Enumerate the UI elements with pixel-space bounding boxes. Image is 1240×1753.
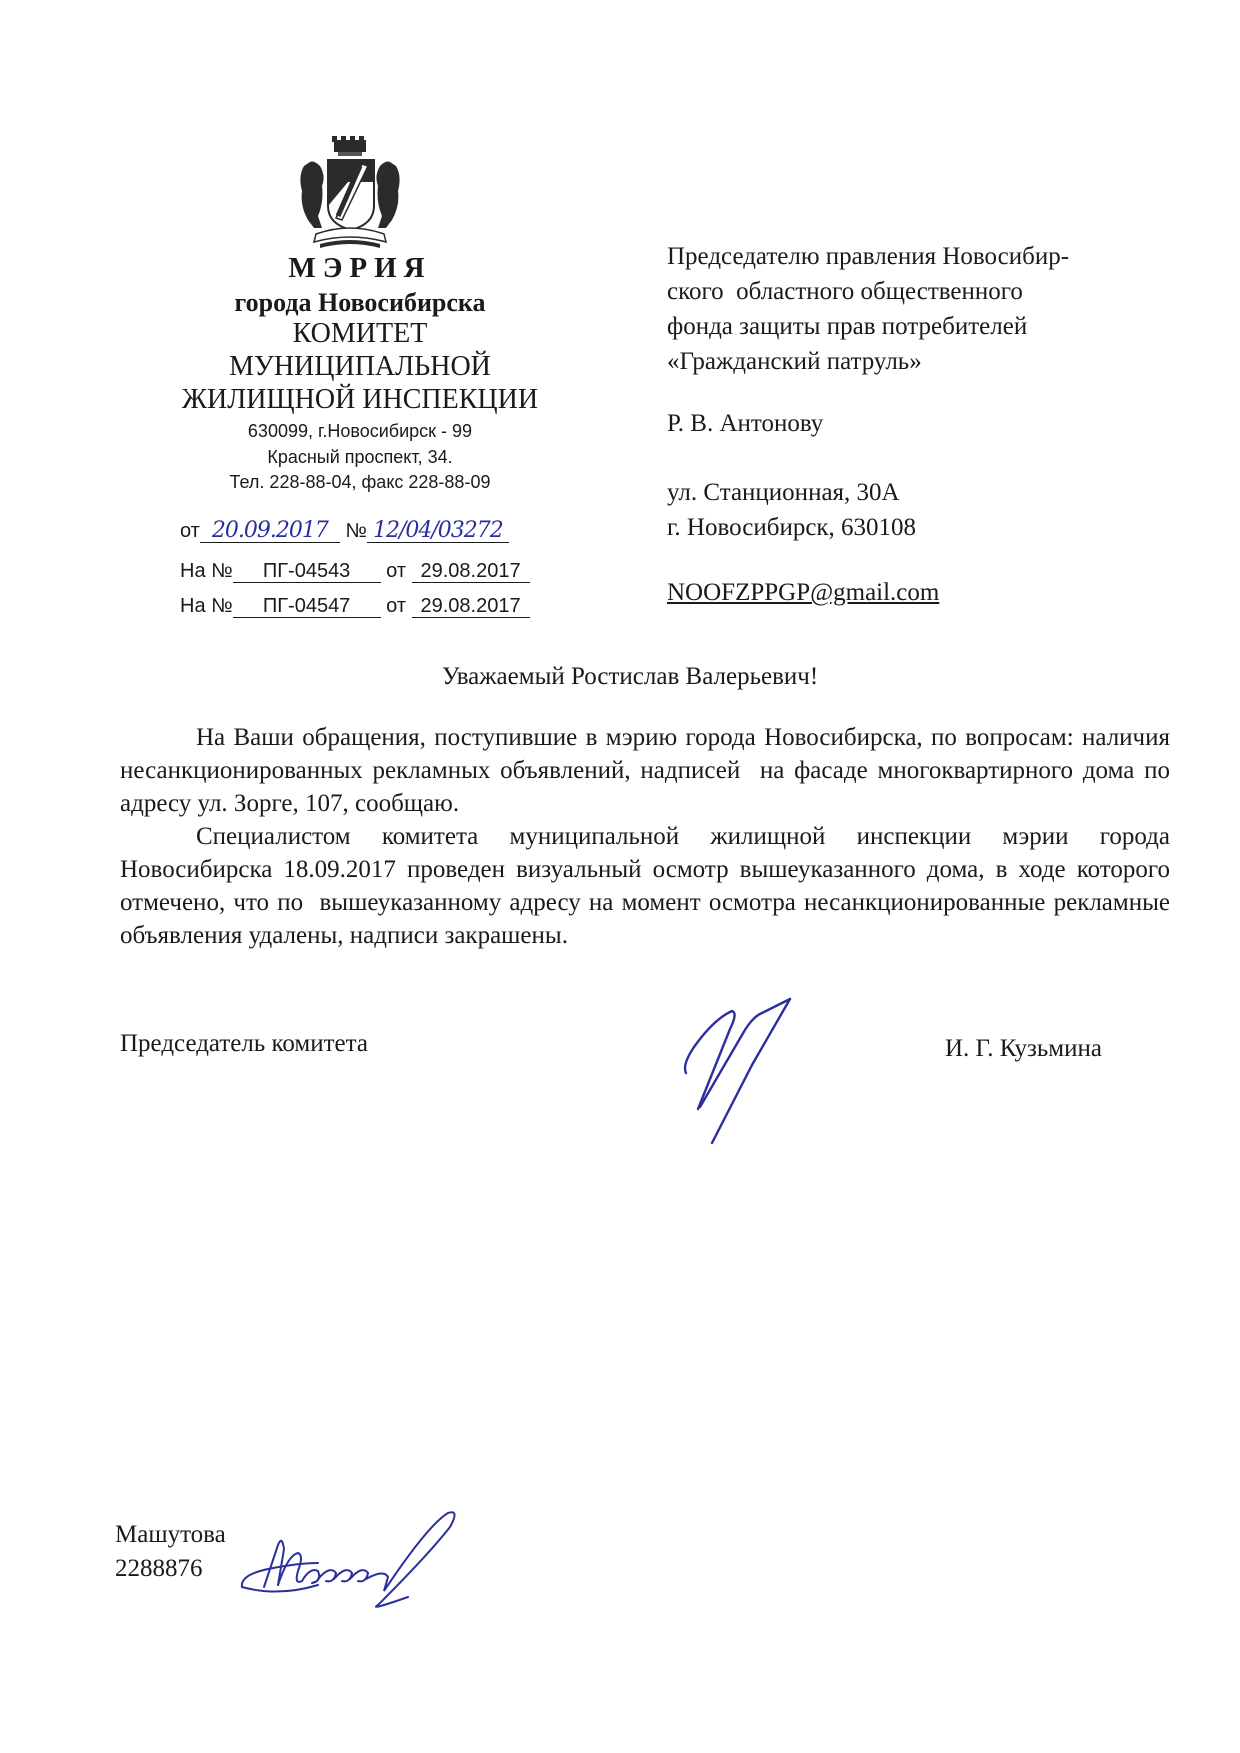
handwritten-initials-icon <box>238 1505 468 1610</box>
salutation: Уважаемый Ростислав Валерьевич! <box>441 663 819 690</box>
addressee-line: Председателю правления Новосибир- <box>667 243 1070 270</box>
addressee-name: Р. В. Антонову <box>667 410 824 437</box>
addressee-email-link[interactable]: NOOFZPPGP@gmail.com <box>667 579 940 606</box>
reference-line <box>180 595 530 618</box>
coat-of-arms-icon <box>296 136 404 258</box>
body-paragraph: На Ваши обращения, поступившие в мэрию города Новосибирска, по вопросам: наличия несанкционированных рекламных объявлений, надписей на фасаде многоквартирного дома по адресу ул. Зорге, 107, сообщаю. <box>120 724 1177 817</box>
reference-number: ПГ-04543 <box>233 560 381 583</box>
number-label: № <box>345 520 367 542</box>
letterhead-title: МЭРИЯ <box>288 252 432 284</box>
handwritten-signature-icon <box>680 995 810 1145</box>
outgoing-number: 12/04/03272 <box>367 520 509 543</box>
from-label: от <box>180 520 200 542</box>
reference-from-label: от <box>386 595 406 617</box>
addressee-line: «Гражданский патруль» <box>667 348 922 375</box>
reference-label: На № <box>180 595 233 617</box>
letterhead-address-line: 630099, г.Новосибирск - 99 <box>247 421 473 441</box>
letterhead-committee-line: МУНИЦИПАЛЬНОЙ <box>229 351 491 382</box>
signatory-name: И. Г. Кузьмина <box>945 1035 1102 1062</box>
reference-number: ПГ-04547 <box>233 595 381 618</box>
letterhead-contacts: Тел. 228-88-04, факс 228-88-09 <box>229 472 491 492</box>
reference-date: 29.08.2017 <box>412 560 530 583</box>
reference-line <box>180 560 530 583</box>
addressee-city: г. Новосибирск, 630108 <box>667 514 917 541</box>
executor-name: Машутова <box>115 1521 226 1548</box>
letterhead-committee-line: ЖИЛИЩНОЙ ИНСПЕКЦИИ <box>181 384 539 415</box>
addressee-line: фонда защиты прав потребителей <box>667 313 1028 340</box>
reference-label: На № <box>180 560 233 582</box>
executor-phone: 2288876 <box>115 1555 203 1582</box>
reference-date: 29.08.2017 <box>412 595 530 618</box>
letterhead-city: города Новосибирска <box>234 288 486 317</box>
addressee-line: ского областного общественного <box>667 278 1023 305</box>
body-paragraph: Специалистом комитета муниципальной жилищной инспекции мэрии города Новосибирска 18.09.2017 проведен визуальный осмотр вышеуказанного дома, в ходе которого отмечено, что по вышеуказанному адресу на момент осмотра несанкционированные рекламные объявления удалены, надписи закрашены. <box>120 823 1177 949</box>
letterhead-committee-line: КОМИТЕТ <box>292 318 428 349</box>
outgoing-registration <box>180 520 509 543</box>
letterhead-address-line: Красный проспект, 34. <box>267 447 453 467</box>
outgoing-date: 20.09.2017 <box>200 520 340 543</box>
signatory-title: Председатель комитета <box>120 1030 368 1057</box>
addressee-street: ул. Станционная, 30А <box>667 479 900 506</box>
letter-body <box>120 721 1177 952</box>
reference-from-label: от <box>386 560 406 582</box>
